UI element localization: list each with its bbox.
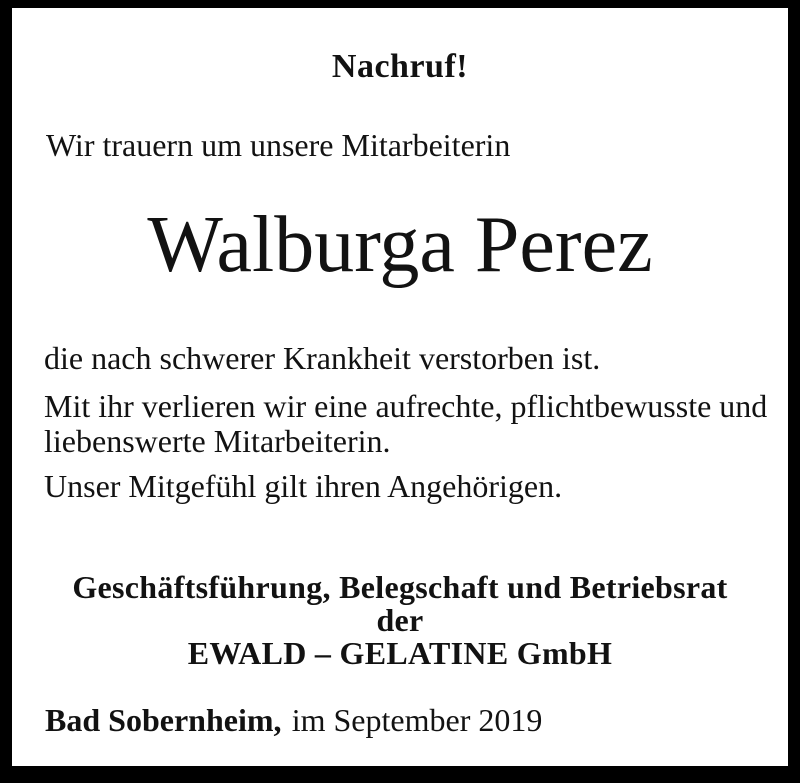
body-paragraph-3 — [44, 469, 562, 504]
body-paragraph-2-line-2: liebenswerte Mitarbeiterin. — [44, 423, 391, 459]
place-date-line — [45, 703, 542, 738]
body-paragraph-1-line-1: die nach schwerer Krankheit verstorben ist. — [44, 340, 601, 376]
body-paragraph-3-line-1: Unser Mitgefühl gilt ihren Angehörigen. — [44, 468, 563, 504]
signature-line-3: EWALD – GELATINE GmbH — [187, 635, 613, 671]
body-paragraph-2-line-1: Mit ihr verlieren wir eine aufrechte, pflichtbewusste und — [44, 388, 768, 424]
body-paragraph-1 — [44, 341, 600, 376]
signature-line-2: der — [376, 602, 424, 638]
deceased-name: Walburga Perez — [147, 201, 653, 289]
notice-title: Nachruf! — [331, 48, 469, 85]
intro-line: Wir trauern um unsere Mitarbeiterin — [46, 127, 511, 163]
date-label: im September 2019 — [291, 702, 543, 738]
signature-block — [0, 571, 800, 670]
signature-line-1: Geschäftsführung, Belegschaft und Betriebsrat — [72, 569, 728, 605]
body-paragraph-2 — [44, 389, 767, 459]
place-label: Bad Sobernheim, — [45, 702, 282, 738]
